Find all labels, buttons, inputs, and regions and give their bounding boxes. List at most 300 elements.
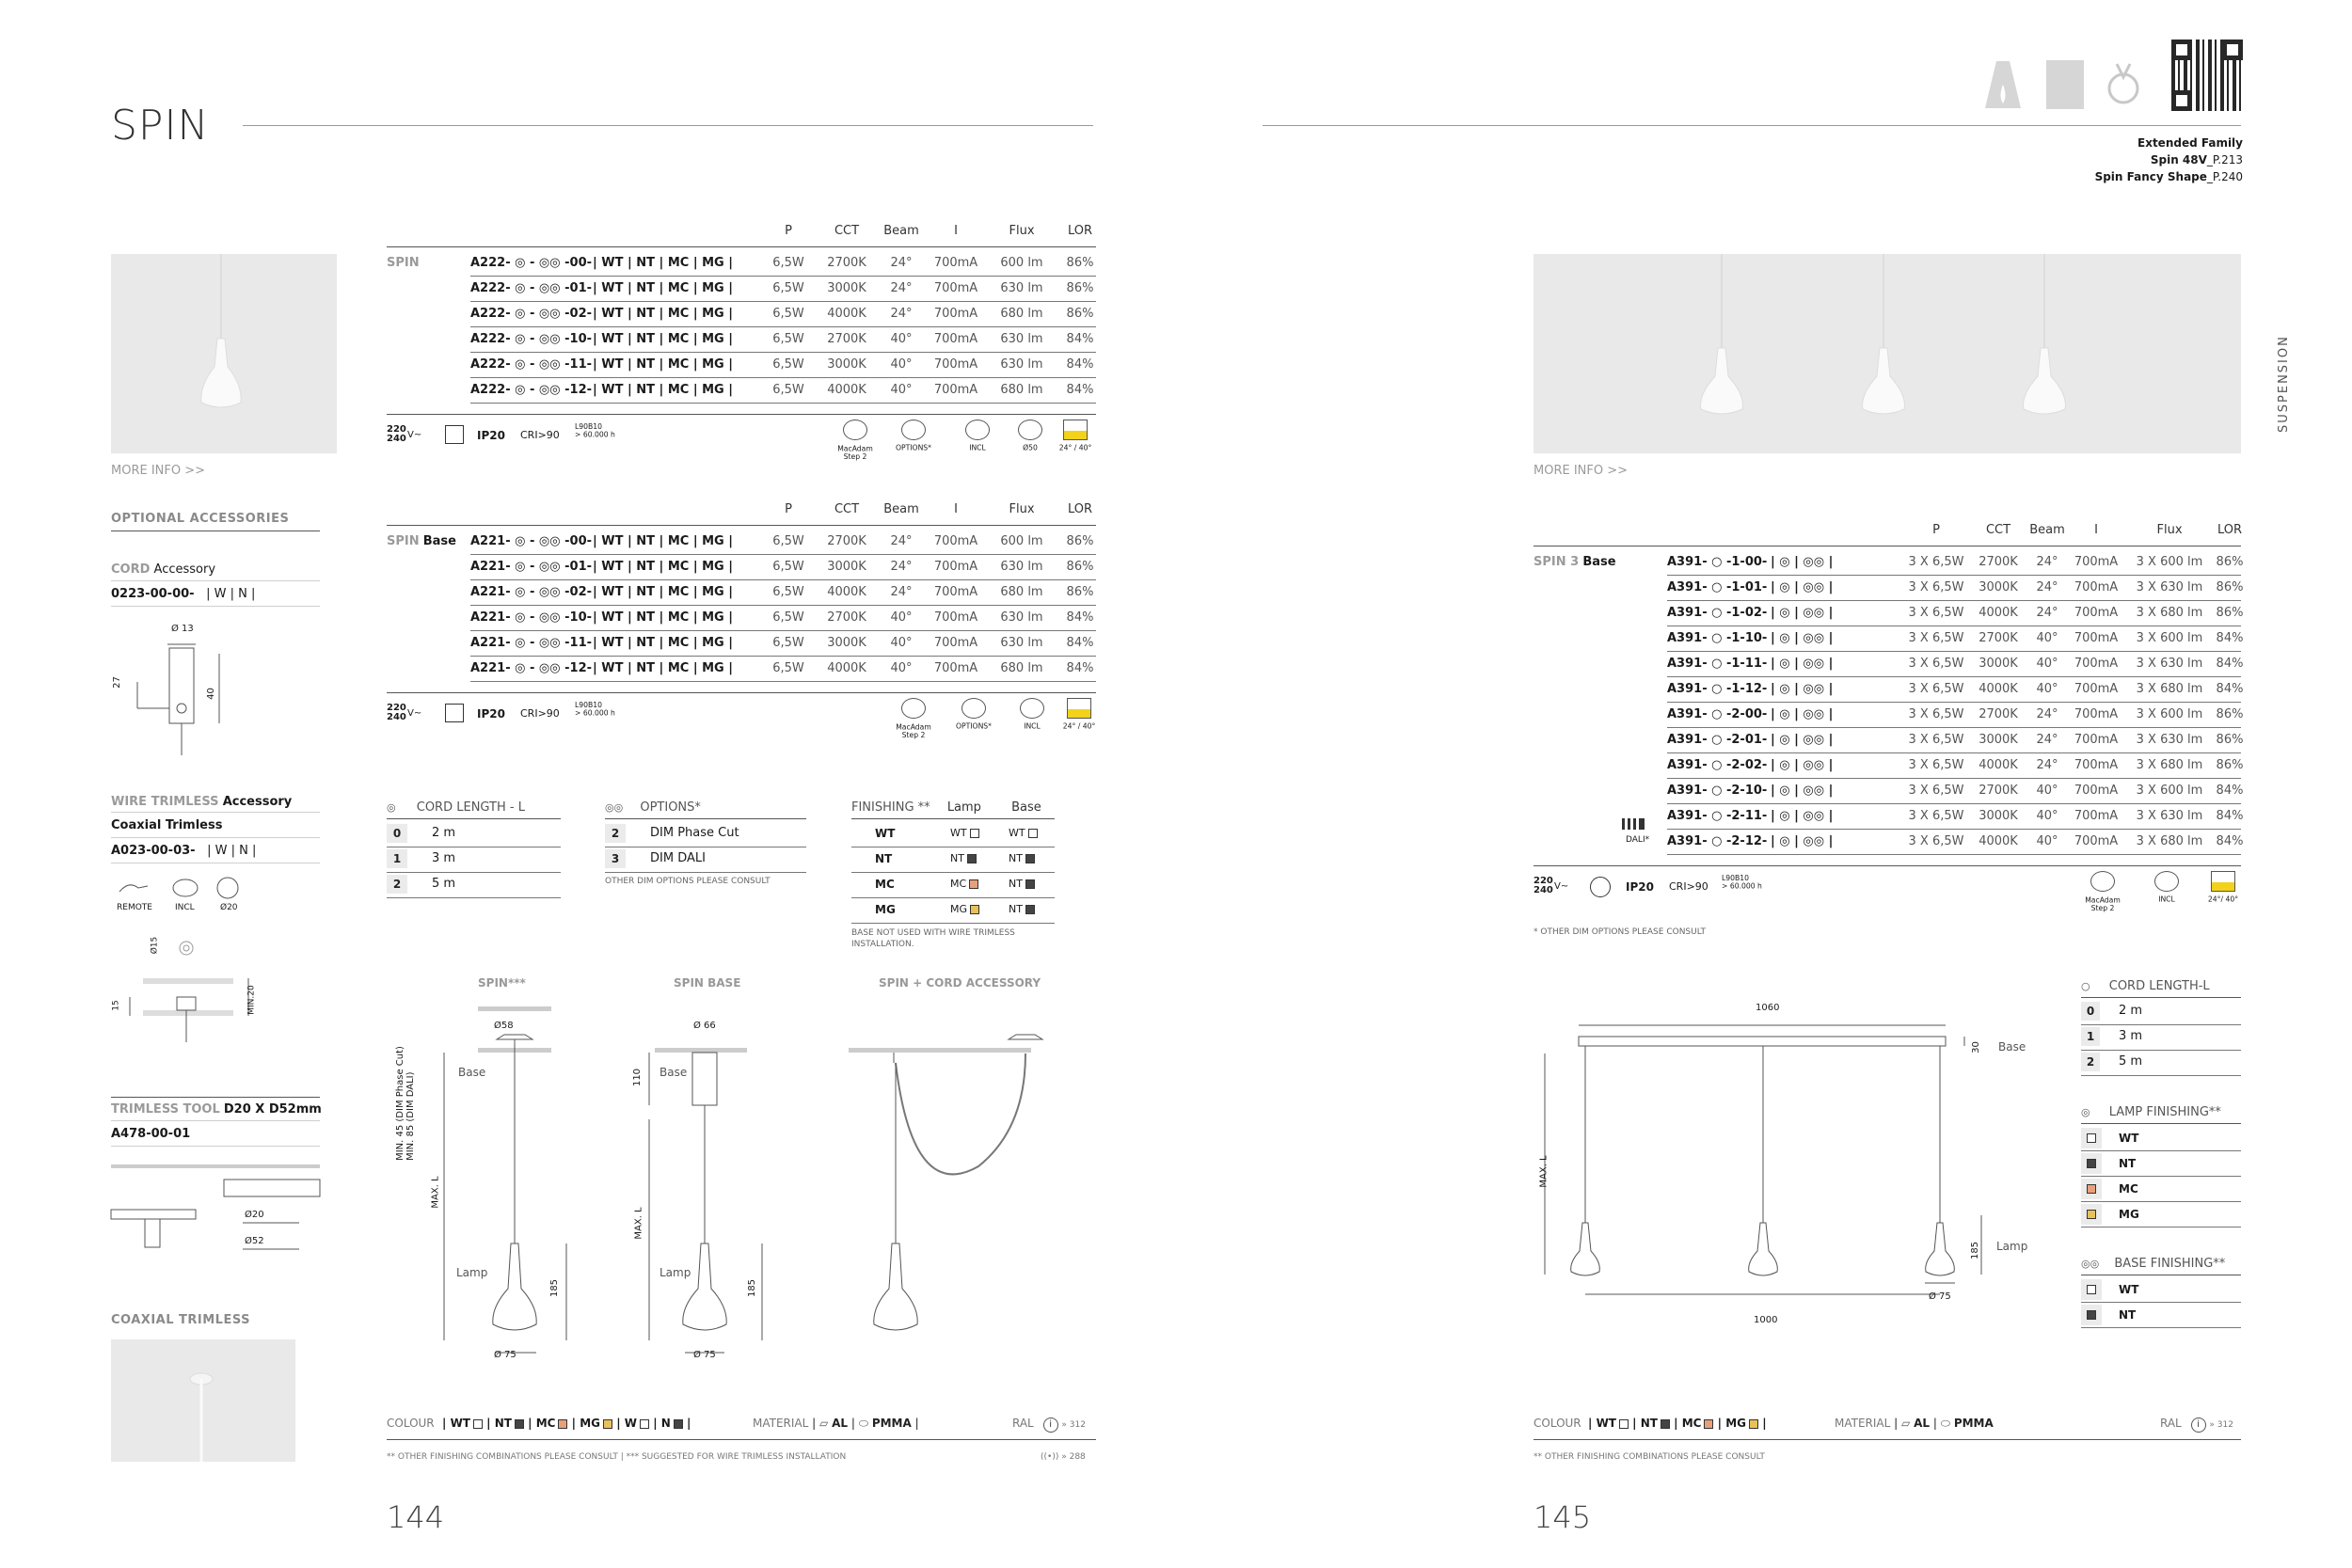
spec-icon-label: 24°/ 40° <box>2207 895 2239 905</box>
cell-lor: 84% <box>1066 661 1094 675</box>
swatch <box>2087 1310 2096 1320</box>
link-name: Spin 48V <box>2150 153 2207 166</box>
ral-ref[interactable]: » 312 <box>1061 1420 1086 1430</box>
row-code[interactable]: A391- ○ -2-10- <box>1667 784 1768 798</box>
icon-label-incl: INCL <box>175 903 195 912</box>
cell-cct: 4000K <box>1979 834 2018 848</box>
coaxial-trimless-heading: COAXIAL TRIMLESS <box>111 1313 250 1327</box>
row-variants: | WT | NT | MC | MG | <box>593 560 733 574</box>
item-value: 2 m <box>2119 1004 2143 1018</box>
row-code[interactable]: A391- ○ -2-01- <box>1667 733 1768 747</box>
cell-i: 700mA <box>933 332 978 346</box>
voltage: 220 240 <box>387 703 406 722</box>
row-code[interactable]: A221- ◎ - ◎◎ -12- <box>470 661 593 675</box>
cell-p: 3 X 6,5W <box>1908 784 1964 798</box>
divider <box>111 606 320 607</box>
table-header: LOR <box>2217 523 2243 537</box>
finish-lamp <box>950 827 979 839</box>
cri: CRI>90 <box>520 429 560 441</box>
cell-p: 6,5W <box>772 534 804 548</box>
row-code[interactable]: A222- ◎ - ◎◎ -00- <box>470 256 593 270</box>
badge-2: 2 <box>2081 1053 2100 1071</box>
drawing-title-spin: SPIN*** <box>478 976 526 990</box>
cord-icon: ◎ <box>2081 1106 2090 1118</box>
row-code[interactable]: A222- ◎ - ◎◎ -01- <box>470 281 593 295</box>
row-variants: | WT | NT | MC | MG | <box>593 357 733 372</box>
swatch-box <box>2081 1179 2102 1199</box>
finish-lamp <box>950 852 977 864</box>
size: D20 X D52mm <box>223 1102 322 1117</box>
material-pmma: PMMA <box>871 1417 912 1430</box>
life: L90B10 > 60.000 h <box>575 423 615 439</box>
footer-colour <box>1534 1417 1581 1430</box>
certification-icons <box>1976 56 2136 113</box>
row-variants: | ◎ | ◎◎ | <box>1771 758 1834 772</box>
spec-icon-2 <box>1020 698 1044 719</box>
spec-icon-1 <box>2154 871 2179 892</box>
spec-icon-4 <box>1063 420 1088 440</box>
code: 0223-00-00- <box>111 587 195 601</box>
divider <box>111 812 320 813</box>
base-code: NT <box>1009 878 1023 890</box>
cell-flux: 3 X 630 lm <box>2136 733 2203 747</box>
material-label: MATERIAL <box>753 1417 809 1430</box>
cell-beam: 40° <box>890 383 913 397</box>
divider <box>111 580 320 581</box>
spin-max: MAX. L <box>430 1176 441 1209</box>
row-divider <box>470 326 1096 327</box>
spin-lamp-label: Lamp <box>456 1266 488 1279</box>
cell-lor: 86% <box>1066 256 1094 270</box>
footer-ref <box>1041 1452 1086 1462</box>
cord-length-heading <box>387 800 525 815</box>
dim-h: 185 <box>1970 1241 1981 1260</box>
row-code[interactable]: A222- ◎ - ◎◎ -10- <box>470 332 593 346</box>
cell-flux: 680 lm <box>1000 661 1043 675</box>
more-info-link[interactable]: MORE INFO >> <box>1534 464 1629 478</box>
icon-label-remote: REMOTE <box>117 903 152 912</box>
table-header: P <box>1932 523 1940 537</box>
dim-w-top: 1060 <box>1756 1003 1780 1013</box>
footer-material: MATERIAL | ▱ AL | ⬭ PMMA <box>1835 1417 1994 1430</box>
cell-p: 3 X 6,5W <box>1908 631 1964 645</box>
finish-code: WT <box>875 827 896 840</box>
cell-beam: 40° <box>890 357 913 372</box>
al-icon: ▱ <box>819 1417 829 1430</box>
row-code[interactable]: A222- ◎ - ◎◎ -11- <box>470 357 593 372</box>
title: OPTIONS* <box>640 800 701 815</box>
row-variants: | WT | NT | MC | MG | <box>593 534 733 548</box>
page-number: 145 <box>1534 1499 1592 1535</box>
row-divider <box>387 897 561 898</box>
row-code[interactable]: A391- ○ -2-00- <box>1667 707 1768 721</box>
row-divider <box>1667 752 2241 753</box>
cell-cct: 3000K <box>1979 809 2018 823</box>
more-info-link[interactable]: MORE INFO >> <box>111 464 206 478</box>
title-rule <box>243 125 1093 126</box>
row-code[interactable]: A221- ◎ - ◎◎ -10- <box>470 610 593 625</box>
cell-lor: 84% <box>1066 610 1094 625</box>
finish-lamp <box>950 878 978 890</box>
link-name: Spin Fancy Shape <box>2094 170 2207 183</box>
divider <box>2081 1123 2241 1124</box>
cell-p: 3 X 6,5W <box>1908 555 1964 569</box>
cell-beam: 24° <box>890 256 913 270</box>
finish-lamp <box>950 903 979 915</box>
spec-icon-label: 24° / 40° <box>1058 444 1092 453</box>
swatch-box <box>2081 1204 2102 1225</box>
wire-trimless-sub: Coaxial Trimless <box>111 818 223 832</box>
link-page: _P.213 <box>2206 153 2243 166</box>
cell-cct: 3000K <box>827 636 866 650</box>
cell-flux: 680 lm <box>1000 307 1043 321</box>
cell-beam: 40° <box>2036 682 2058 696</box>
row-divider <box>851 897 1055 898</box>
row-divider <box>851 872 1055 873</box>
cell-cct: 3000K <box>827 357 866 372</box>
cri: CRI>90 <box>1669 880 1708 893</box>
cell-cct: 3000K <box>1979 657 2018 671</box>
cell-beam: 40° <box>890 332 913 346</box>
col-base: Base <box>1011 800 1041 815</box>
base-code: NT <box>1009 903 1023 915</box>
family-link-1[interactable] <box>2151 153 2243 166</box>
spec-icon-label: MacAdam Step 2 <box>896 723 931 740</box>
colour-w: W <box>624 1417 638 1430</box>
spin-base-h: 185 <box>747 1278 758 1298</box>
divider <box>387 246 1096 247</box>
divider <box>387 692 1096 693</box>
page-title: SPIN <box>111 102 210 150</box>
table-label <box>387 256 420 270</box>
cell-cct: 4000K <box>827 383 866 397</box>
divider <box>851 818 1055 819</box>
coaxial-trimless-photo <box>111 1339 295 1462</box>
cell-lor: 84% <box>1066 636 1094 650</box>
divider <box>1534 865 2241 866</box>
trimless-tool-drawing <box>111 1155 320 1268</box>
row-divider <box>1667 651 2241 652</box>
finish-base <box>1009 878 1035 890</box>
label-suffix: Base <box>1582 555 1616 569</box>
ral-ref[interactable]: » 312 <box>2209 1420 2233 1430</box>
material-al: AL <box>1914 1417 1931 1430</box>
cell-i: 700mA <box>933 560 978 574</box>
spin-d-top: Ø58 <box>494 1021 514 1031</box>
spec-icon-label: OPTIONS* <box>895 444 931 453</box>
pmma-icon: ⬭ <box>858 1417 868 1430</box>
row-divider <box>470 681 1096 682</box>
dim-h15: 15 <box>111 1000 121 1011</box>
base-finishing-heading <box>2081 1257 2225 1271</box>
cell-beam: 40° <box>2036 784 2058 798</box>
footer-note: ** OTHER FINISHING COMBINATIONS PLEASE CONSULT <box>1534 1452 1765 1462</box>
colour-mg: MG <box>580 1417 601 1430</box>
cell-beam: 40° <box>2036 631 2058 645</box>
swatch-box <box>2081 1279 2102 1300</box>
cell-i: 700mA <box>2074 707 2119 721</box>
cell-flux: 3 X 630 lm <box>2136 657 2203 671</box>
spin-h: 185 <box>549 1278 561 1298</box>
icon-label-d20: Ø20 <box>220 903 238 912</box>
spec-icon-label: 24° / 40° <box>1062 722 1096 732</box>
variants: | W | N | <box>206 587 256 601</box>
life: L90B10 > 60.000 h <box>575 702 615 718</box>
drawing-title-spin-cord: SPIN + CORD ACCESSORY <box>879 976 1041 990</box>
options-note: OTHER DIM OPTIONS PLEASE CONSULT <box>605 877 771 886</box>
swatch-box <box>2081 1153 2102 1174</box>
ip-rating: IP20 <box>477 429 505 442</box>
cell-flux: 3 X 600 lm <box>2136 784 2203 798</box>
title: FINISHING ** <box>851 800 930 815</box>
row-code[interactable]: A391- ○ -2-02- <box>1667 758 1768 772</box>
cell-flux: 3 X 680 lm <box>2136 834 2203 848</box>
badge-2: 2 <box>605 824 626 843</box>
cell-flux: 630 lm <box>1000 636 1043 650</box>
cell-beam: 24° <box>890 585 913 599</box>
row-code[interactable]: A221- ◎ - ◎◎ -01- <box>470 560 593 574</box>
row-code[interactable]: A391- ○ -1-12- <box>1667 682 1768 696</box>
item-value: 5 m <box>432 877 456 891</box>
dim-min20: MIN.20 <box>246 985 257 1015</box>
row-code[interactable]: A391- ○ -1-00- <box>1667 555 1768 569</box>
spin-base-lamp-label: Lamp <box>660 1266 691 1279</box>
cell-i: 700mA <box>933 281 978 295</box>
coaxial-image <box>111 1339 295 1462</box>
row-divider <box>470 276 1096 277</box>
row-code[interactable]: A221- ◎ - ◎◎ -02- <box>470 585 593 599</box>
row-code[interactable]: A391- ○ -1-11- <box>1667 657 1768 671</box>
row-divider <box>2081 1024 2241 1025</box>
divider <box>387 525 1096 526</box>
divider <box>1534 1439 2241 1440</box>
cell-lor: 84% <box>2216 631 2244 645</box>
options-icon: ◎◎ <box>605 801 624 814</box>
cell-cct: 2700K <box>827 256 866 270</box>
cell-lor: 86% <box>1066 585 1094 599</box>
cell-cct: 3000K <box>827 560 866 574</box>
dali-label: DALI* <box>1626 835 1650 845</box>
footer-colours: | WT | NT | MC | MG | W | N | <box>442 1417 691 1430</box>
spec-icon-1 <box>961 698 986 719</box>
cell-p: 6,5W <box>772 281 804 295</box>
divider <box>111 1146 320 1147</box>
divider <box>2081 997 2241 998</box>
lamp-swatch <box>969 879 978 889</box>
info-icon: i <box>2191 1418 2206 1433</box>
cell-cct: 3000K <box>1979 580 2018 594</box>
spec-icon-label: MacAdam Step 2 <box>837 445 873 462</box>
cell-i: 700mA <box>933 585 978 599</box>
cell-beam: 24° <box>2036 580 2058 594</box>
volt-unit: V~ <box>407 708 422 719</box>
label-name: SPIN <box>387 256 420 270</box>
cell-flux: 3 X 600 lm <box>2136 631 2203 645</box>
earth-icon <box>1590 877 1611 897</box>
cell-lor: 86% <box>2216 758 2244 772</box>
cell-cct: 2700K <box>1979 555 2018 569</box>
row-divider <box>2081 1201 2241 1202</box>
label-name: SPIN 3 <box>1534 555 1580 569</box>
qr-code[interactable] <box>2171 40 2243 111</box>
base-code: WT <box>1009 827 1025 839</box>
volt-unit: V~ <box>1554 881 1569 892</box>
base-label: Base <box>1998 1040 2026 1053</box>
title: LAMP FINISHING** <box>2108 1105 2221 1119</box>
row-code[interactable]: A222- ◎ - ◎◎ -12- <box>470 383 593 397</box>
cell-lor: 84% <box>2216 657 2244 671</box>
swatch-label: MC <box>2119 1182 2138 1196</box>
cell-flux: 600 lm <box>1000 534 1043 548</box>
divider <box>387 1439 1096 1440</box>
cell-lor: 86% <box>2216 580 2244 594</box>
wire-trimless-icons <box>115 875 256 903</box>
table-header: CCT <box>834 224 860 238</box>
row-code[interactable]: A391- ○ -1-01- <box>1667 580 1768 594</box>
cell-p: 6,5W <box>772 357 804 372</box>
voltage: 220 240 <box>387 424 406 444</box>
dim-w-bottom: 1000 <box>1754 1315 1778 1325</box>
cell-flux: 3 X 680 lm <box>2136 682 2203 696</box>
material-label: MATERIAL <box>1835 1417 1891 1430</box>
row-divider <box>470 554 1096 555</box>
row-variants: | WT | NT | MC | MG | <box>593 383 733 397</box>
family-link-2[interactable] <box>2095 170 2243 183</box>
footer-ral <box>1012 1417 1086 1433</box>
table-header: Flux <box>2156 523 2183 537</box>
lamp-code: NT <box>950 852 964 864</box>
colour-mc: MC <box>1681 1417 1702 1430</box>
cell-p: 3 X 6,5W <box>1908 657 1964 671</box>
finish-code: NT <box>875 852 893 865</box>
volt-unit: V~ <box>407 430 422 440</box>
table-header: Beam <box>883 502 919 516</box>
circle-icon: ○ <box>2081 980 2090 992</box>
title: BASE FINISHING** <box>2114 1257 2226 1271</box>
finish-base <box>1009 827 1038 839</box>
colour-mc: MC <box>535 1417 556 1430</box>
dali-icon <box>1622 818 1645 830</box>
swatch-label: NT <box>2119 1308 2137 1322</box>
row-divider <box>2081 1176 2241 1177</box>
ral-label: RAL <box>2160 1417 2182 1430</box>
spin-drawing <box>376 997 1016 1354</box>
table-label <box>387 534 456 548</box>
row-code[interactable]: A391- ○ -2-12- <box>1667 834 1768 848</box>
page-number: 144 <box>387 1499 445 1535</box>
cell-cct: 2700K <box>1979 631 2018 645</box>
pendant-lamp-image <box>111 254 337 453</box>
dim-d52: Ø52 <box>245 1236 264 1246</box>
title-rule <box>1263 125 2241 126</box>
cell-cct: 3000K <box>1979 733 2018 747</box>
cell-i: 700mA <box>2074 809 2119 823</box>
material-pmma: PMMA <box>1953 1417 1994 1430</box>
cell-cct: 2700K <box>827 534 866 548</box>
row-variants: | WT | NT | MC | MG | <box>593 585 733 599</box>
cell-flux: 630 lm <box>1000 332 1043 346</box>
cell-lor: 86% <box>2216 733 2244 747</box>
table-header: I <box>2094 523 2098 537</box>
row-divider <box>1667 829 2241 830</box>
table-header: P <box>785 502 792 516</box>
suffix: Accessory <box>222 795 293 809</box>
material-al: AL <box>832 1417 849 1430</box>
cord-icon: ◎ <box>387 801 396 814</box>
divider <box>605 818 806 819</box>
row-divider <box>2081 1075 2241 1076</box>
cell-beam: 40° <box>2036 657 2058 671</box>
ref[interactable]: » 288 <box>1061 1452 1086 1462</box>
spec-icon-2 <box>965 420 990 440</box>
swatch <box>2087 1210 2096 1219</box>
ip-rating: IP20 <box>1626 880 1654 894</box>
dim-h-base: 30 <box>1970 1041 1981 1053</box>
base-swatch <box>1025 879 1035 889</box>
row-code[interactable]: A221- ◎ - ◎◎ -00- <box>470 534 593 548</box>
row-code[interactable]: A391- ○ -2-11- <box>1667 809 1768 823</box>
title: CORD LENGTH - L <box>416 800 525 815</box>
cell-lor: 84% <box>2216 784 2244 798</box>
spec-icon-3 <box>1067 698 1091 719</box>
spin-base-h-base: 110 <box>632 1068 644 1087</box>
cell-i: 700mA <box>933 636 978 650</box>
row-code[interactable]: A222- ◎ - ◎◎ -02- <box>470 307 593 321</box>
cell-cct: 4000K <box>827 307 866 321</box>
spec-icon-label: MacAdam Step 2 <box>2085 896 2121 913</box>
divider <box>387 414 1096 415</box>
cell-beam: 24° <box>2036 758 2058 772</box>
optional-accessories-heading: OPTIONAL ACCESSORIES <box>111 512 290 526</box>
cell-beam: 40° <box>890 610 913 625</box>
row-variants: | ◎ | ◎◎ | <box>1771 606 1834 620</box>
cell-cct: 4000K <box>827 661 866 675</box>
cell-lor: 84% <box>2216 834 2244 848</box>
cell-lor: 86% <box>1066 307 1094 321</box>
finish-base <box>1009 903 1035 915</box>
base-swatch <box>1028 829 1038 838</box>
base-swatch <box>1025 854 1035 863</box>
finish-base <box>1009 852 1035 864</box>
badge-0: 0 <box>2081 1002 2100 1021</box>
row-code[interactable]: A391- ○ -1-10- <box>1667 631 1768 645</box>
cell-beam: 24° <box>2036 707 2058 721</box>
cell-beam: 40° <box>2036 834 2058 848</box>
cri: CRI>90 <box>520 707 560 720</box>
base-code: NT <box>1009 852 1023 864</box>
cell-p: 3 X 6,5W <box>1908 809 1964 823</box>
cell-p: 6,5W <box>772 383 804 397</box>
cell-i: 700mA <box>933 383 978 397</box>
cell-lor: 84% <box>1066 357 1094 372</box>
spec-icon-label: INCL <box>2158 895 2175 905</box>
class-icon <box>445 425 464 444</box>
cord-accessory-name: CORD <box>111 562 151 577</box>
row-code[interactable]: A221- ◎ - ◎◎ -11- <box>470 636 593 650</box>
finish-code: MC <box>875 878 895 891</box>
finish-code: MG <box>875 903 896 916</box>
badge-3: 3 <box>605 849 626 868</box>
table-header: CCT <box>834 502 860 516</box>
swatch <box>2087 1159 2096 1168</box>
cell-i: 700mA <box>933 610 978 625</box>
colour-n: N <box>660 1417 671 1430</box>
lamp-code: WT <box>950 827 967 839</box>
cell-i: 700mA <box>933 534 978 548</box>
row-divider <box>2081 1327 2241 1328</box>
ral-label: RAL <box>1012 1417 1034 1430</box>
row-code[interactable]: A391- ○ -1-02- <box>1667 606 1768 620</box>
